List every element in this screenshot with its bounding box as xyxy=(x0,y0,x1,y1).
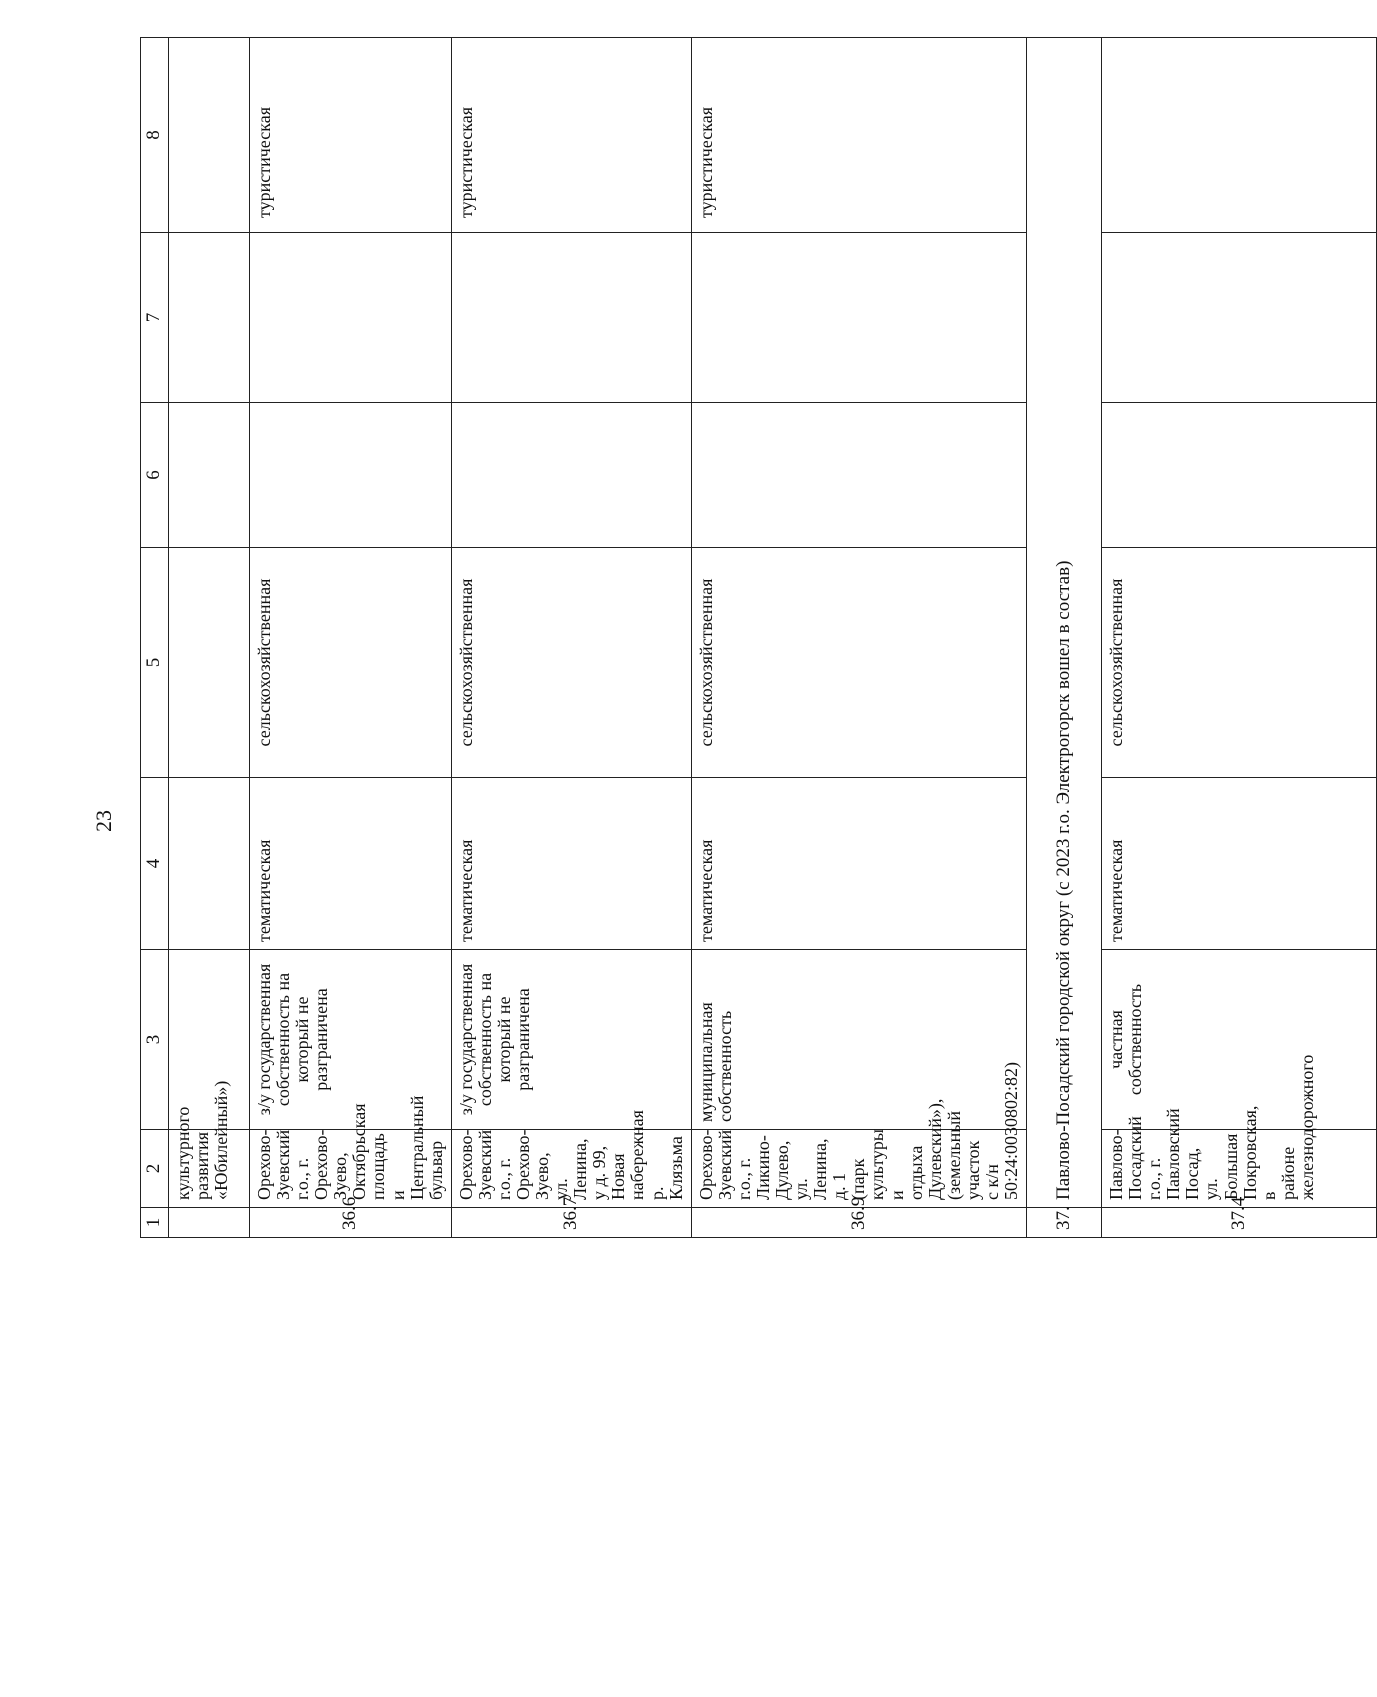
header-cell: 8 xyxy=(141,38,169,233)
row-number: 37.4 xyxy=(1102,1208,1377,1238)
purpose-cell: туристическая xyxy=(691,38,1026,233)
document-table xyxy=(140,37,1377,1238)
header-cell: 4 xyxy=(141,778,169,950)
specialization-cell: сельскохозяйственная xyxy=(451,548,691,778)
type-cell: тематическая xyxy=(1102,778,1377,950)
header-cell: 5 xyxy=(141,548,169,778)
col6-cell xyxy=(1102,403,1377,548)
col7-cell xyxy=(169,233,250,403)
address-cell: Павлово-Посадский г.о., г. Павловский Посад, ул. Большая Покровская, в районе железнодорожного xyxy=(1102,1130,1377,1208)
table-row xyxy=(451,38,691,1238)
row-number xyxy=(169,1208,250,1238)
address-cell: Орехово-Зуевский г.о., г. Ликино-Дулево, ул. Ленина, д. 1 (парк культуры и отдыха Дулевский»), (земельный участок с к/н 50:24:0030802:82) xyxy=(691,1130,1026,1208)
table-row xyxy=(169,38,250,1238)
col7-cell xyxy=(250,233,452,403)
page-number: 23 xyxy=(91,810,116,832)
col6-cell xyxy=(451,403,691,548)
row-number: 36.6 xyxy=(250,1208,452,1238)
specialization-cell: сельскохозяйственная xyxy=(691,548,1026,778)
header-cell: 2 xyxy=(141,1130,169,1208)
section-number: 37. xyxy=(1027,1208,1102,1238)
section-row xyxy=(1027,38,1102,1238)
purpose-cell: туристическая xyxy=(451,38,691,233)
col6-cell xyxy=(250,403,452,548)
header-cell: 6 xyxy=(141,403,169,548)
specialization-cell: сельскохозяйственная xyxy=(250,548,452,778)
col6-cell xyxy=(169,403,250,548)
ownership-cell xyxy=(169,950,250,1130)
table-row xyxy=(691,38,1026,1238)
col7-cell xyxy=(691,233,1026,403)
address-cell: Орехово-Зуевский г.о., г. Орехово-Зуево, ул. Ленина, у д. 99, Новая набережная р. Клязьма xyxy=(451,1130,691,1208)
row-number: 36.7 xyxy=(451,1208,691,1238)
address-cell: культурного развития «Юбилейный») xyxy=(169,1130,250,1208)
purpose-cell xyxy=(1102,38,1377,233)
row-number: 36.9 xyxy=(691,1208,1026,1238)
ownership-cell: з/у государственная собственность на который не разграничена xyxy=(451,950,691,1130)
header-cell: 1 xyxy=(141,1208,169,1238)
ownership-cell: муниципальная собственность xyxy=(691,950,1026,1130)
specialization-cell: сельскохозяйственная xyxy=(1102,548,1377,778)
type-cell: тематическая xyxy=(691,778,1026,950)
table-row xyxy=(250,38,452,1238)
type-cell xyxy=(169,778,250,950)
rotated-table-container xyxy=(140,38,1317,1238)
type-cell: тематическая xyxy=(250,778,452,950)
col7-cell xyxy=(1102,233,1377,403)
ownership-cell: з/у государственная собственность на который не разграничена xyxy=(250,950,452,1130)
type-cell: тематическая xyxy=(451,778,691,950)
purpose-cell xyxy=(169,38,250,233)
table-row xyxy=(1102,38,1377,1238)
header-row xyxy=(141,38,169,1238)
col7-cell xyxy=(451,233,691,403)
col6-cell xyxy=(691,403,1026,548)
purpose-cell: туристическая xyxy=(250,38,452,233)
ownership-cell: частная собственность xyxy=(1102,950,1377,1130)
specialization-cell xyxy=(169,548,250,778)
header-cell: 3 xyxy=(141,950,169,1130)
header-cell: 7 xyxy=(141,233,169,403)
address-cell: Орехово-Зуевский г.о., г. Орехово-Зуево, Октябрьская площадь и Центральный бульвар xyxy=(250,1130,452,1208)
section-title: Павлово-Посадский городской округ (с 2023 г.о. Электрогорск вошел в состав) xyxy=(1027,38,1102,1208)
